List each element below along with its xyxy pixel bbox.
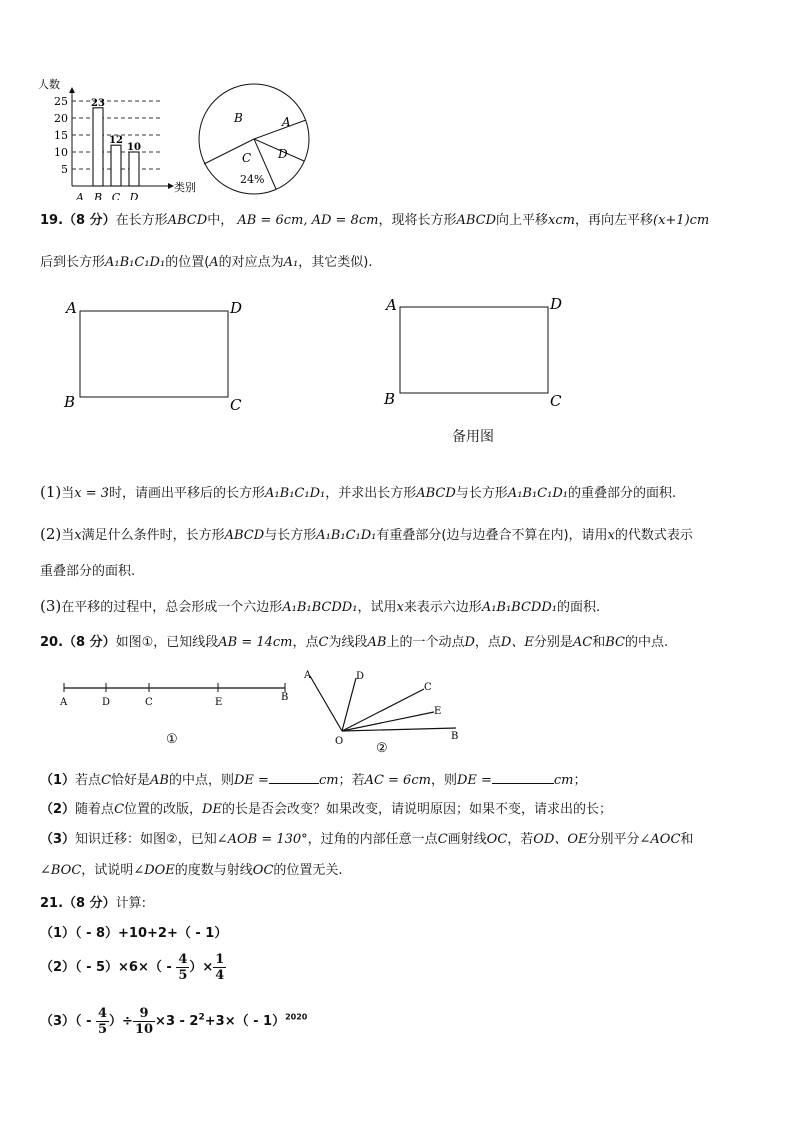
q19-part3-number: (3)	[40, 597, 62, 615]
q20-text: ；若	[338, 773, 365, 788]
numerator: 1	[215, 952, 225, 967]
denominator: 5	[178, 968, 188, 983]
bar	[111, 145, 121, 186]
q20-de: DE =	[456, 773, 492, 788]
q20-text: 知识迁移：如图②，已知	[75, 832, 217, 847]
q19-text: 的代数式表示	[614, 528, 693, 543]
label-d: D	[230, 299, 243, 317]
q19-part1-number: (1)	[40, 483, 62, 501]
q19-text: 时，请画出平移后的长方形	[109, 486, 266, 501]
q19-text: 在长方形	[115, 213, 168, 228]
ray-od	[342, 678, 356, 731]
ray-oa	[310, 676, 342, 731]
point-d: D	[356, 671, 365, 682]
q20-text: 和	[592, 635, 606, 650]
q21-expr3-number: （3）	[40, 1014, 76, 1029]
x-axis-label: 类别	[174, 181, 196, 194]
denominator: 5	[98, 1022, 108, 1037]
q19-text: ，再向左平移	[574, 213, 653, 228]
q20-bc: BC	[605, 635, 625, 650]
q20-od-oe: OD、OE	[533, 832, 588, 847]
q20-c: C	[114, 802, 125, 817]
q20-c: C	[318, 635, 329, 650]
label-b: B	[64, 393, 76, 411]
q20-number: 20.	[40, 635, 64, 650]
numerator: 4	[98, 1006, 108, 1021]
q21-expr2-number: （2）	[40, 960, 76, 975]
q19-a1: A₁	[283, 255, 299, 270]
y-tick-label: 20	[54, 112, 68, 125]
q19-part2-number: (2)	[40, 525, 62, 543]
q21-expr3	[40, 1005, 307, 1039]
ray-oe	[342, 712, 434, 731]
x-tick-label: D	[129, 191, 139, 200]
q19-part3	[40, 597, 600, 617]
q19-text: 的面积.	[556, 600, 601, 615]
ray-ob	[342, 728, 456, 731]
q20-ab: AB	[150, 773, 169, 788]
q19-abcd: ABCD	[456, 213, 497, 228]
q20-text: ，试说明	[81, 863, 134, 878]
q20-text: 的位置无关.	[273, 863, 343, 878]
q20-text: 分别平分	[587, 832, 640, 847]
q19-x: x	[74, 528, 82, 543]
q19-text: 当	[61, 486, 75, 501]
q20-aoc: ∠AOC	[639, 832, 681, 847]
numerator: 9	[133, 1006, 155, 1022]
q19-x3: x = 3	[74, 486, 110, 501]
x-tick-label: B	[93, 191, 103, 200]
q20-part2-number: （2）	[40, 802, 76, 817]
q20-text: ，点	[474, 635, 501, 650]
q20-line1	[40, 634, 668, 652]
q20-text: 为线段	[328, 635, 368, 650]
q19-text: 来表示六边形	[403, 600, 482, 615]
q19-a: A	[209, 255, 219, 270]
x-tick-label: A	[76, 191, 84, 200]
q20-part2	[40, 801, 612, 819]
q21-score: （8 分）	[63, 896, 116, 911]
q20-doe: ∠DOE	[133, 863, 175, 878]
q20-text: 位置的改版，	[124, 802, 203, 817]
answer-blank[interactable]	[269, 771, 319, 784]
q20-text: 的中点.	[624, 635, 669, 650]
bar-chart	[30, 74, 210, 200]
q19-text: ，其它类似).	[298, 255, 373, 270]
q19-figure-left	[60, 295, 260, 420]
q19-figure-caption: 备用图	[452, 429, 494, 445]
q19-text: ，现将长方形	[378, 213, 457, 228]
figure-2-caption: ②	[376, 741, 388, 756]
q19-abcd: ABCD	[224, 528, 265, 543]
q21-title	[40, 895, 146, 913]
q19-text: 当	[61, 528, 75, 543]
q21-expr3-part: （ -	[75, 1014, 92, 1029]
ray-oc	[342, 689, 424, 731]
q19-text: ，试用	[357, 600, 397, 615]
answer-blank[interactable]	[492, 771, 554, 784]
pie-chart	[196, 82, 322, 198]
y-tick-label: 25	[54, 95, 68, 108]
label-c: C	[230, 396, 242, 414]
denominator: 10	[134, 1022, 154, 1037]
y-tick-label: 5	[61, 163, 68, 176]
q21-expr2	[40, 951, 226, 985]
label-b: B	[384, 390, 396, 408]
q20-text: 的中点，则	[168, 773, 234, 788]
q20-part1	[40, 771, 587, 790]
q19-a1b1c1d1: A₁B₁C₁D₁	[507, 486, 568, 501]
point-b: B	[281, 692, 289, 703]
q19-text: 有重叠部分(边与边叠合不算在内)，请用	[376, 528, 608, 543]
q20-text: ，点	[292, 635, 319, 650]
q20-text: 的长是否会改变？如果改变，请说明原因；如果不变，请求出的长；	[221, 802, 612, 817]
label-a: A	[66, 299, 77, 317]
q20-aob: ∠AOB = 130°	[216, 832, 308, 847]
rectangle-abcd	[80, 311, 228, 397]
q19-part2-line2: 重叠部分的面积.	[40, 564, 136, 579]
q20-score: （8 分）	[63, 635, 116, 650]
q19-figure-right	[380, 290, 580, 415]
label-d: D	[550, 295, 563, 313]
q21-expr1-number: （1）	[40, 926, 76, 941]
y-axis-arrow	[69, 87, 75, 93]
q19-part2	[40, 525, 693, 545]
point-c: C	[145, 697, 153, 708]
exponent: 2020	[285, 1012, 308, 1022]
q20-text: 如图①，已知线段	[115, 635, 219, 650]
pie-label-d: D	[278, 147, 288, 161]
q20-text: 分别是	[533, 635, 573, 650]
pie-label-b: B	[234, 111, 243, 125]
q19-hexagon: A₁B₁BCDD₁	[481, 600, 557, 615]
q20-ab: AB	[367, 635, 387, 650]
q20-part3-line2	[40, 862, 343, 880]
pie-c-percent: 24%	[240, 173, 265, 186]
fraction	[176, 952, 189, 983]
point-a: A	[60, 697, 68, 708]
q20-part1-number: （1）	[40, 773, 76, 788]
data-label: 12	[109, 135, 123, 147]
q20-boc: ∠BOC	[40, 863, 82, 878]
q20-text: 的度数与射线	[174, 863, 253, 878]
q20-de: D、E	[500, 635, 534, 650]
q19-text: 的对应点为	[218, 255, 284, 270]
pie-label-a: A	[282, 115, 291, 129]
q19-text: 后到长方形	[40, 255, 106, 270]
q20-ab14: AB = 14cm	[218, 635, 293, 650]
q20-text: 上的一个动点	[386, 635, 465, 650]
q19-number: 19.	[40, 213, 64, 228]
q20-c: C	[101, 773, 112, 788]
data-label: 23	[91, 97, 105, 109]
q19-line1	[40, 212, 709, 230]
q19-text: ，并求出长方形	[325, 486, 417, 501]
q21-expr1	[40, 925, 227, 943]
q19-part1	[40, 483, 676, 503]
label-c: C	[550, 392, 562, 410]
q19-text: 与长方形	[264, 528, 317, 543]
q21-expr2-part: （ - 5）×6×（ -	[75, 960, 172, 975]
q20-d: D	[464, 635, 475, 650]
label-a: A	[386, 296, 397, 314]
q19-score: （8 分）	[63, 213, 116, 228]
q19-text: 向上平移	[496, 213, 549, 228]
q20-text: ，过角的内部任意一点	[307, 832, 438, 847]
q20-text: 随着点	[75, 802, 115, 817]
exponent: 2	[198, 1012, 205, 1023]
q20-figure-1	[55, 676, 305, 748]
q19-condition: AB = 6cm, AD = 8cm	[237, 213, 379, 228]
point-e: E	[215, 697, 223, 708]
q20-ac6: AC = 6cm	[364, 773, 431, 788]
q19-x: x	[396, 600, 404, 615]
q19-a1b1c1d1: A₁B₁C₁D₁	[316, 528, 377, 543]
point-e: E	[434, 706, 442, 717]
point-c: C	[424, 682, 432, 693]
q20-de: DE	[202, 802, 222, 817]
bar	[93, 108, 103, 186]
q20-cm: cm	[553, 773, 574, 788]
fraction	[96, 1006, 109, 1037]
q19-text: 在平移的过程中，总会形成一个六边形	[61, 600, 283, 615]
q19-xcm: xcm	[548, 213, 575, 228]
q21-expr1-body: （ - 8）+10+2+（ - 1）	[75, 926, 228, 941]
q19-a1b1c1d1: A₁B₁C₁D₁	[265, 486, 326, 501]
q20-de: DE =	[234, 773, 269, 788]
q20-text: ；	[573, 773, 587, 788]
fraction	[213, 952, 226, 983]
denominator: 4	[215, 968, 225, 983]
data-label: 10	[127, 142, 141, 153]
q20-ac: AC	[572, 635, 593, 650]
y-tick-label: 10	[54, 146, 68, 159]
q20-part3-number: （3）	[40, 832, 76, 847]
q21-expr3-part: ）÷	[109, 1014, 133, 1029]
point-a: A	[304, 670, 312, 681]
q21-text: 计算:	[115, 896, 146, 911]
q20-text: 若点	[75, 773, 102, 788]
q19-text: 与长方形	[455, 486, 508, 501]
q20-text: ，若	[507, 832, 534, 847]
q19-a1b1c1d1: A₁B₁C₁D₁	[105, 255, 166, 270]
q20-text: ，则	[430, 773, 457, 788]
y-tick-label: 15	[54, 129, 68, 142]
q20-oc: OC	[252, 863, 274, 878]
y-axis-label: 人数	[38, 78, 60, 91]
point-o: O	[335, 736, 344, 747]
q21-number: 21.	[40, 896, 64, 911]
q20-part3	[40, 831, 693, 849]
q19-text: 的重叠部分的面积.	[567, 486, 677, 501]
q20-oc: OC	[486, 832, 508, 847]
q20-text: 和	[680, 832, 694, 847]
q21-expr2-part: ）×	[189, 960, 214, 975]
q19-shift: (x+1)cm	[653, 213, 710, 228]
q21-expr3-part: +3×（ - 1）	[204, 1014, 286, 1029]
q19-line2	[40, 254, 373, 272]
q19-x: x	[607, 528, 615, 543]
pie-divider-ab	[254, 120, 306, 139]
q19-abcd: ABCD	[167, 213, 208, 228]
point-b: B	[451, 731, 459, 742]
q19-text: 满足什么条件时，长方形	[81, 528, 225, 543]
q21-expr3-part: ×3 - 2	[155, 1014, 199, 1029]
figure-1-caption: ①	[166, 732, 178, 747]
q19-abcd: ABCD	[416, 486, 456, 501]
fraction	[133, 1006, 155, 1037]
bar-chart-marks	[91, 98, 141, 186]
bar	[129, 152, 139, 186]
rectangle-abcd	[400, 307, 548, 393]
q19-hexagon: A₁B₁BCDD₁	[282, 600, 358, 615]
q20-text: 画射线	[447, 832, 487, 847]
x-tick-label: C	[111, 191, 121, 200]
q19-text: 的位置(	[165, 255, 210, 270]
q20-figure-2	[296, 666, 466, 758]
pie-label-c: C	[242, 151, 252, 165]
q20-text: 恰好是	[111, 773, 151, 788]
numerator: 4	[178, 952, 188, 967]
q19-text: 中，	[207, 213, 234, 228]
point-d: D	[102, 697, 111, 708]
q20-cm: cm	[318, 773, 339, 788]
q20-c: C	[437, 832, 448, 847]
